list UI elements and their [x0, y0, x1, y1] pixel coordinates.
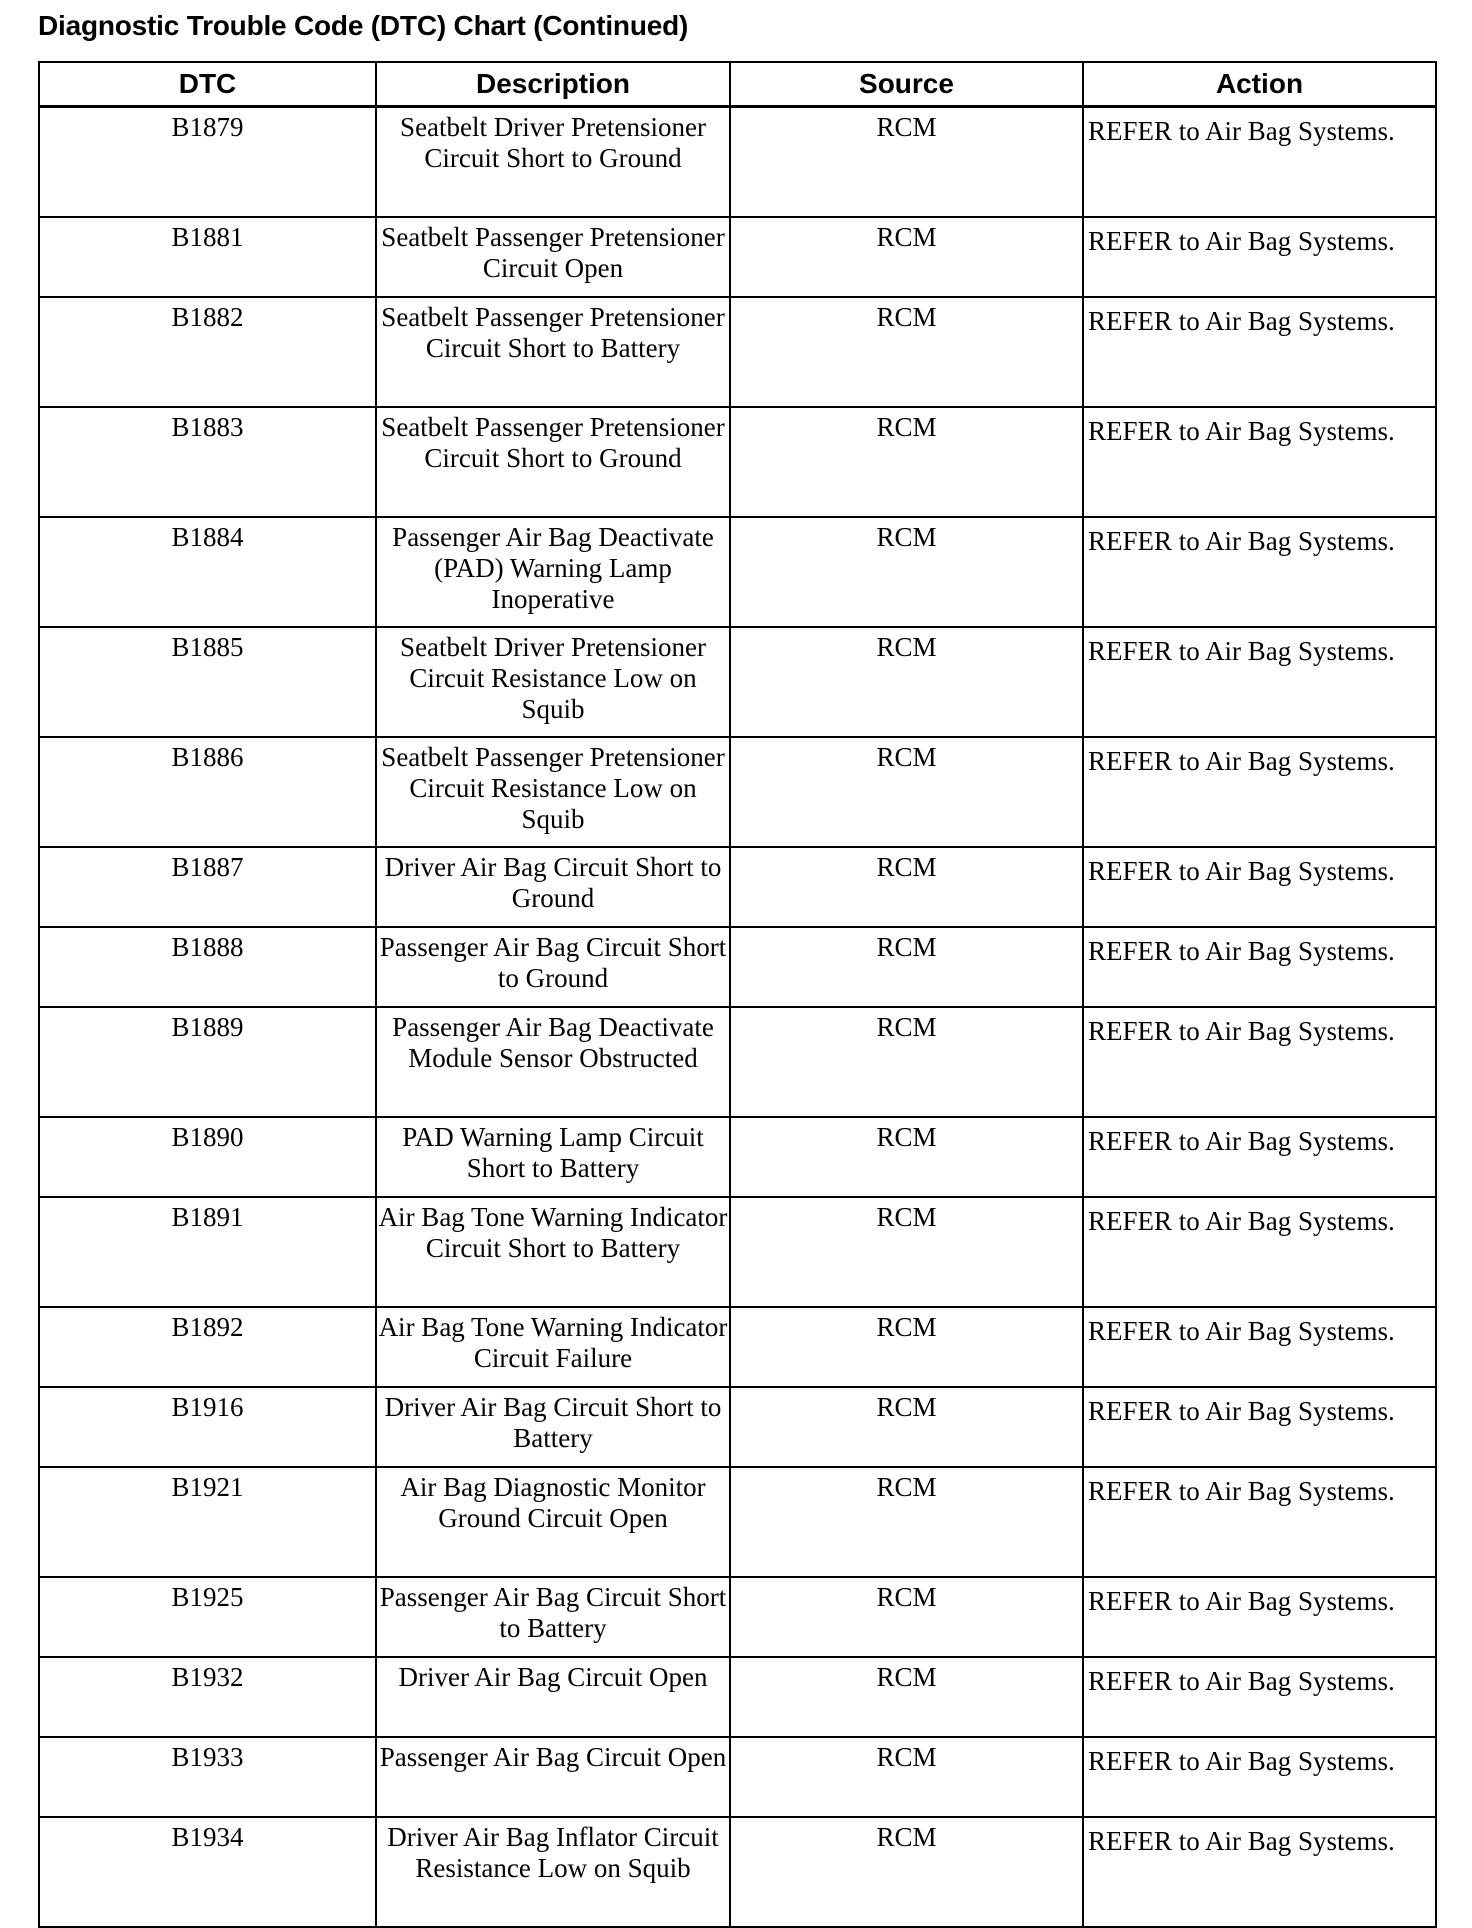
table-row — [39, 1657, 1436, 1737]
dtc-description: Seatbelt Passenger Pretensioner Circuit Short to Battery — [376, 297, 730, 407]
dtc-source: RCM — [730, 1117, 1083, 1197]
dtc-action: REFER to Air Bag Systems. — [1083, 517, 1436, 627]
table-row — [39, 847, 1436, 927]
table-row — [39, 1737, 1436, 1817]
dtc-code: B1891 — [39, 1197, 376, 1307]
dtc-code: B1892 — [39, 1307, 376, 1387]
dtc-action: REFER to Air Bag Systems. — [1083, 927, 1436, 1007]
table-row — [39, 1007, 1436, 1117]
dtc-code: B1885 — [39, 627, 376, 737]
dtc-action: REFER to Air Bag Systems. — [1083, 1197, 1436, 1307]
dtc-source: RCM — [730, 1737, 1083, 1817]
dtc-description: Passenger Air Bag Deactivate Module Sensor Obstructed — [376, 1007, 730, 1117]
dtc-code: B1879 — [39, 107, 376, 218]
header-action: Action — [1083, 62, 1436, 107]
dtc-description: Seatbelt Passenger Pretensioner Circuit Short to Ground — [376, 407, 730, 517]
dtc-code: B1921 — [39, 1467, 376, 1577]
dtc-description: Driver Air Bag Inflator Circuit Resistance Low on Squib — [376, 1817, 730, 1927]
dtc-description: Passenger Air Bag Circuit Open — [376, 1737, 730, 1817]
table-row — [39, 217, 1436, 297]
dtc-source: RCM — [730, 217, 1083, 297]
dtc-action: REFER to Air Bag Systems. — [1083, 847, 1436, 927]
dtc-table — [38, 61, 1437, 1928]
dtc-code: B1883 — [39, 407, 376, 517]
dtc-action: REFER to Air Bag Systems. — [1083, 1387, 1436, 1467]
dtc-description: Seatbelt Driver Pretensioner Circuit Resistance Low on Squib — [376, 627, 730, 737]
dtc-action: REFER to Air Bag Systems. — [1083, 1007, 1436, 1117]
dtc-description: Air Bag Tone Warning Indicator Circuit Failure — [376, 1307, 730, 1387]
dtc-source: RCM — [730, 1467, 1083, 1577]
dtc-source: RCM — [730, 1007, 1083, 1117]
page-title: Diagnostic Trouble Code (DTC) Chart (Continued) — [38, 10, 689, 41]
dtc-code: B1934 — [39, 1817, 376, 1927]
dtc-code: B1888 — [39, 927, 376, 1007]
dtc-code: B1884 — [39, 517, 376, 627]
table-row — [39, 107, 1436, 218]
table-row — [39, 1467, 1436, 1577]
dtc-action: REFER to Air Bag Systems. — [1083, 1307, 1436, 1387]
dtc-code: B1932 — [39, 1657, 376, 1737]
dtc-source: RCM — [730, 927, 1083, 1007]
table-row — [39, 517, 1436, 627]
dtc-code: B1887 — [39, 847, 376, 927]
dtc-action: REFER to Air Bag Systems. — [1083, 1657, 1436, 1737]
dtc-code: B1886 — [39, 737, 376, 847]
dtc-description: Seatbelt Passenger Pretensioner Circuit Open — [376, 217, 730, 297]
dtc-code: B1933 — [39, 1737, 376, 1817]
table-row — [39, 1197, 1436, 1307]
dtc-code: B1889 — [39, 1007, 376, 1117]
dtc-source: RCM — [730, 107, 1083, 218]
dtc-action: REFER to Air Bag Systems. — [1083, 407, 1436, 517]
dtc-action: REFER to Air Bag Systems. — [1083, 297, 1436, 407]
dtc-source: RCM — [730, 1307, 1083, 1387]
dtc-description: Driver Air Bag Circuit Open — [376, 1657, 730, 1737]
header-description: Description — [376, 62, 730, 107]
dtc-description: Air Bag Tone Warning Indicator Circuit Short to Battery — [376, 1197, 730, 1307]
table-row — [39, 1307, 1436, 1387]
dtc-description: Air Bag Diagnostic Monitor Ground Circuit Open — [376, 1467, 730, 1577]
dtc-action: REFER to Air Bag Systems. — [1083, 737, 1436, 847]
table-header-row — [39, 62, 1436, 107]
table-row — [39, 1577, 1436, 1657]
dtc-source: RCM — [730, 1197, 1083, 1307]
dtc-description: Passenger Air Bag Circuit Short to Ground — [376, 927, 730, 1007]
dtc-source: RCM — [730, 297, 1083, 407]
table-row — [39, 297, 1436, 407]
dtc-action: REFER to Air Bag Systems. — [1083, 1467, 1436, 1577]
dtc-description: Seatbelt Passenger Pretensioner Circuit Resistance Low on Squib — [376, 737, 730, 847]
dtc-code: B1881 — [39, 217, 376, 297]
dtc-source: RCM — [730, 517, 1083, 627]
dtc-source: RCM — [730, 627, 1083, 737]
dtc-source: RCM — [730, 847, 1083, 927]
dtc-source: RCM — [730, 737, 1083, 847]
dtc-source: RCM — [730, 1657, 1083, 1737]
dtc-action: REFER to Air Bag Systems. — [1083, 107, 1436, 218]
dtc-description: PAD Warning Lamp Circuit Short to Battery — [376, 1117, 730, 1197]
dtc-source: RCM — [730, 1577, 1083, 1657]
dtc-description: Driver Air Bag Circuit Short to Ground — [376, 847, 730, 927]
dtc-action: REFER to Air Bag Systems. — [1083, 1737, 1436, 1817]
table-row — [39, 1817, 1436, 1927]
dtc-description: Seatbelt Driver Pretensioner Circuit Short to Ground — [376, 107, 730, 218]
header-source: Source — [730, 62, 1083, 107]
dtc-code: B1890 — [39, 1117, 376, 1197]
table-row — [39, 737, 1436, 847]
dtc-action: REFER to Air Bag Systems. — [1083, 1817, 1436, 1927]
table-row — [39, 1387, 1436, 1467]
dtc-description: Driver Air Bag Circuit Short to Battery — [376, 1387, 730, 1467]
header-dtc: DTC — [39, 62, 376, 107]
table-row — [39, 627, 1436, 737]
table-row — [39, 1117, 1436, 1197]
dtc-action: REFER to Air Bag Systems. — [1083, 1577, 1436, 1657]
dtc-action: REFER to Air Bag Systems. — [1083, 627, 1436, 737]
dtc-action: REFER to Air Bag Systems. — [1083, 1117, 1436, 1197]
table-row — [39, 407, 1436, 517]
dtc-code: B1916 — [39, 1387, 376, 1467]
table-row — [39, 927, 1436, 1007]
dtc-code: B1882 — [39, 297, 376, 407]
dtc-action: REFER to Air Bag Systems. — [1083, 217, 1436, 297]
dtc-source: RCM — [730, 1387, 1083, 1467]
dtc-description: Passenger Air Bag Deactivate (PAD) Warning Lamp Inoperative — [376, 517, 730, 627]
dtc-code: B1925 — [39, 1577, 376, 1657]
dtc-description: Passenger Air Bag Circuit Short to Battery — [376, 1577, 730, 1657]
dtc-source: RCM — [730, 1817, 1083, 1927]
dtc-source: RCM — [730, 407, 1083, 517]
